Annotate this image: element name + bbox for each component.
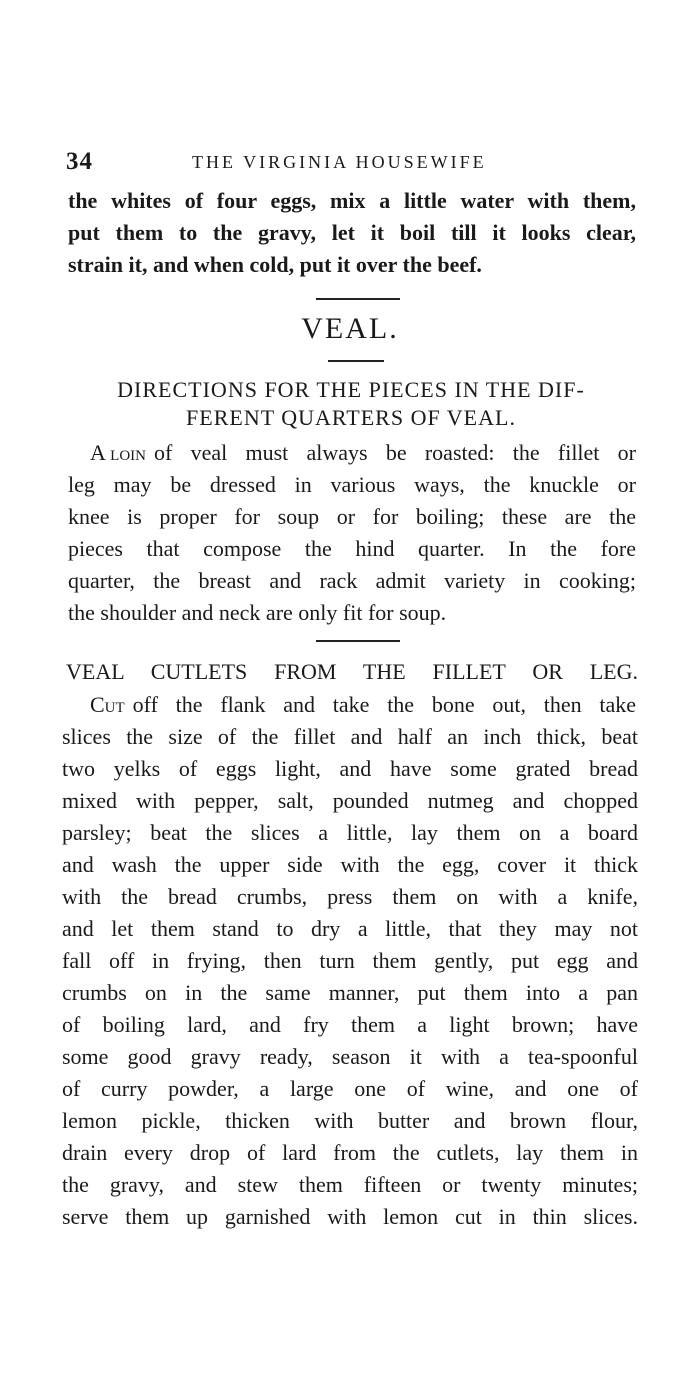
directions-heading-line: FERENT QUARTERS OF VEAL. bbox=[186, 405, 516, 430]
cutlets-line-text: off the flank and take the bone out, then take bbox=[132, 692, 636, 717]
cutlets-line: slices the size of the fillet and half an inch thick, beat bbox=[62, 724, 638, 749]
cutlets-line: the gravy, and stew them fifteen or twenty minutes; bbox=[62, 1172, 638, 1197]
running-head bbox=[66, 148, 626, 178]
directions-line-text: of veal must always be roasted: the fillet or bbox=[154, 440, 636, 465]
cutlets-line: with the bread crumbs, press them on with a knife, bbox=[62, 884, 638, 909]
directions-line: leg may be dressed in various ways, the knuckle or bbox=[68, 472, 636, 497]
cutlets-line: of boiling lard, and fry them a light brown; have bbox=[62, 1012, 638, 1037]
cutlets-line: mixed with pepper, salt, pounded nutmeg and chopped bbox=[62, 788, 638, 813]
cutlets-line: serve them up garnished with lemon cut in thin slices. bbox=[62, 1204, 638, 1229]
cutlets-line: of curry powder, a large one of wine, and one of bbox=[62, 1076, 638, 1101]
cutlets-heading: VEAL CUTLETS FROM THE FILLET OR LEG. bbox=[66, 659, 638, 684]
lead-word: Cut bbox=[90, 692, 125, 717]
directions-line: quarter, the breast and rack admit variety in cooking; bbox=[68, 568, 636, 593]
cutlets-line: parsley; beat the slices a little, lay them on a board bbox=[62, 820, 638, 845]
directions-line: the shoulder and neck are only fit for soup. bbox=[68, 600, 447, 625]
cutlets-line: some good gravy ready, season it with a tea-spoonful bbox=[62, 1044, 638, 1069]
continuation-line: the whites of four eggs, mix a little water with them, bbox=[68, 188, 636, 213]
continuation-line: strain it, and when cold, put it over the beef. bbox=[68, 252, 482, 277]
running-title: THE VIRGINIA HOUSEWIFE bbox=[192, 152, 487, 172]
directions-heading-line: DIRECTIONS FOR THE PIECES IN THE DIF- bbox=[117, 377, 585, 402]
divider-rule bbox=[316, 640, 400, 642]
divider-rule bbox=[328, 360, 384, 362]
cutlets-line: lemon pickle, thicken with butter and brown flour, bbox=[62, 1108, 638, 1133]
divider-rule bbox=[316, 298, 400, 300]
cutlets-line: two yelks of eggs light, and have some grated bread bbox=[62, 756, 638, 781]
page-number: 34 bbox=[66, 148, 93, 175]
cutlets-line: crumbs on in the same manner, put them into a pan bbox=[62, 980, 638, 1005]
directions-line: pieces that compose the hind quarter. In the fore bbox=[68, 536, 636, 561]
cutlets-line: and wash the upper side with the egg, cover it thick bbox=[62, 852, 638, 877]
cutlets-line: and let them stand to dry a little, that they may not bbox=[62, 916, 638, 941]
lead-word: A loin bbox=[90, 440, 146, 465]
continuation-line: put them to the gravy, let it boil till it looks clear, bbox=[68, 220, 636, 245]
directions-first-line bbox=[90, 438, 636, 468]
section-title: VEAL. bbox=[301, 312, 399, 345]
cutlets-first-line bbox=[90, 690, 636, 720]
directions-line: knee is proper for soup or for boiling; these are the bbox=[68, 504, 636, 529]
cutlets-line: drain every drop of lard from the cutlets, lay them in bbox=[62, 1140, 638, 1165]
cutlets-line: fall off in frying, then turn them gently, put egg and bbox=[62, 948, 638, 973]
